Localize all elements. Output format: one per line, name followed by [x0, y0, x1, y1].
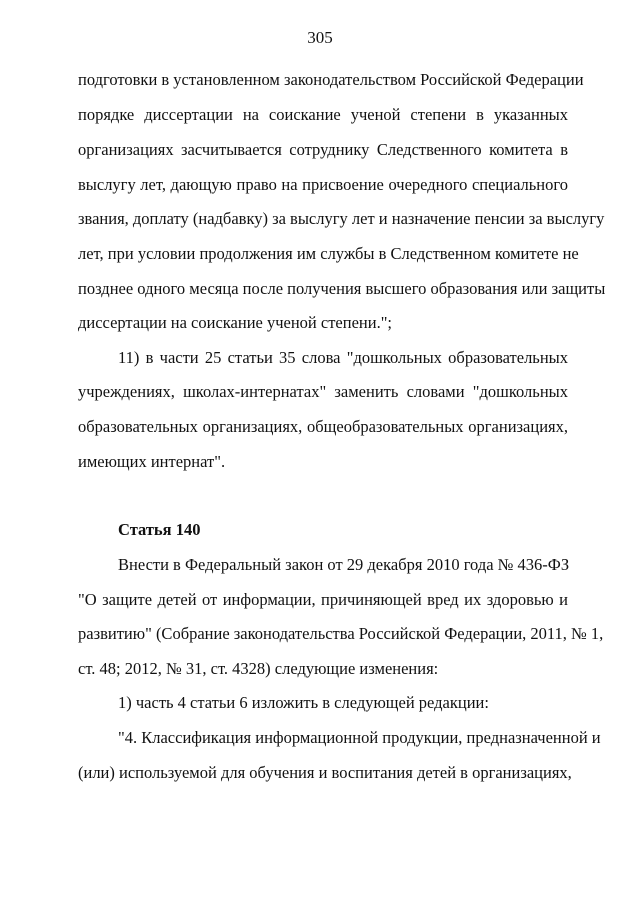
- text-line: подготовки в установленном законодательством Российской Федерации: [78, 70, 584, 89]
- text-line: учреждениях, школах-интернатах" заменить словами "дошкольных: [78, 382, 568, 401]
- text-line: организациях засчитывается сотруднику Следственного комитета в: [78, 140, 568, 159]
- text-line: позднее одного месяца после получения высшего образования или защиты: [78, 279, 606, 298]
- text-line: лет, при условии продолжения им службы в Следственном комитете не: [78, 244, 579, 263]
- text-line: звания, доплату (надбавку) за выслугу лет и назначение пенсии за выслугу: [78, 209, 605, 228]
- text-line: порядке диссертации на соискание ученой степени в указанных: [78, 105, 568, 124]
- text-line: (или) используемой для обучения и воспитания детей в организациях,: [78, 763, 572, 782]
- text-line: образовательных организациях, общеобразовательных организациях,: [78, 417, 568, 436]
- text-line: 11) в части 25 статьи 35 слова "дошкольных образовательных: [118, 348, 568, 367]
- text-line: 1) часть 4 статьи 6 изложить в следующей редакции:: [118, 693, 489, 712]
- text-line: "О защите детей от информации, причиняющей вред их здоровью и: [78, 590, 568, 609]
- article-heading: Статья 140: [118, 520, 201, 539]
- page-number: 305: [307, 28, 333, 47]
- text-line: развитию" (Собрание законодательства Российской Федерации, 2011, № 1,: [78, 624, 604, 643]
- text-line: "4. Классификация информационной продукции, предназначенной и: [118, 728, 601, 747]
- text-line: выслугу лет, дающую право на присвоение очередного специального: [78, 175, 568, 194]
- text-line: имеющих интернат".: [78, 452, 226, 471]
- text-line: диссертации на соискание ученой степени.";: [78, 313, 393, 332]
- text-line: ст. 48; 2012, № 31, ст. 4328) следующие изменения:: [78, 659, 439, 678]
- text-line: Внести в Федеральный закон от 29 декабря 2010 года № 436-ФЗ: [118, 555, 570, 574]
